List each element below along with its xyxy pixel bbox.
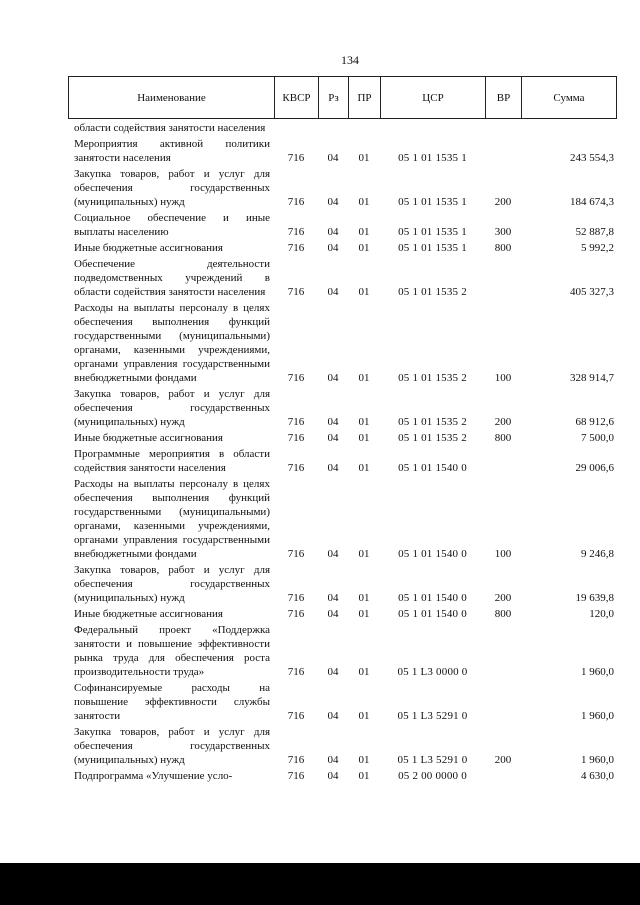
cell-name: Иные бюджетные ассигнования bbox=[74, 242, 223, 254]
cell-name: Расходы на выплаты персоналу в целях обеспечения выполнения функций государственными (муниципальными) органами, казенными учреждениями, органами управления государственными внебюджетными фондами bbox=[74, 302, 270, 384]
cell-csr: 05 1 01 1540 0 bbox=[398, 462, 467, 474]
cell-kvsr: 716 bbox=[287, 226, 305, 238]
cell-kvsr: 716 bbox=[287, 592, 305, 604]
header-kvsr: КВСР bbox=[275, 77, 319, 119]
cell-sum: 52 887,8 bbox=[575, 226, 614, 238]
table-row bbox=[68, 681, 616, 725]
cell-csr: 05 1 01 1540 0 bbox=[398, 608, 467, 620]
cell-vr: 200 bbox=[494, 196, 512, 208]
cell-csr: 05 1 01 1540 0 bbox=[398, 592, 467, 604]
table-row bbox=[68, 431, 616, 447]
cell-kvsr: 716 bbox=[287, 770, 305, 782]
cell-csr: 05 1 01 1535 1 bbox=[398, 242, 467, 254]
table-row bbox=[68, 477, 616, 563]
header-sum: Сумма bbox=[522, 77, 617, 119]
table-row bbox=[68, 725, 616, 769]
cell-sum: 1 960,0 bbox=[581, 710, 614, 722]
cell-csr: 05 1 L3 5291 0 bbox=[397, 710, 468, 722]
cell-kvsr: 716 bbox=[287, 754, 305, 766]
cell-pr: 01 bbox=[358, 152, 370, 164]
cell-kvsr: 716 bbox=[287, 152, 305, 164]
cell-name: Иные бюджетные ассигнования bbox=[74, 432, 223, 444]
cell-name: Социальное обеспечение и иные выплаты населению bbox=[74, 212, 270, 238]
cell-csr: 05 1 01 1535 2 bbox=[398, 372, 467, 384]
header-rz: Рз bbox=[319, 77, 349, 119]
cell-csr: 05 1 L3 0000 0 bbox=[397, 666, 468, 678]
cell-sum: 29 006,6 bbox=[575, 462, 614, 474]
cell-pr: 01 bbox=[358, 548, 370, 560]
cell-pr: 01 bbox=[358, 754, 370, 766]
cell-csr: 05 1 01 1535 2 bbox=[398, 416, 467, 428]
cell-sum: 4 630,0 bbox=[581, 770, 614, 782]
cell-rz: 04 bbox=[327, 462, 339, 474]
cell-vr bbox=[485, 121, 521, 137]
cell-rz: 04 bbox=[327, 196, 339, 208]
cell-kvsr: 716 bbox=[287, 196, 305, 208]
header-pr: ПР bbox=[349, 77, 381, 119]
cell-rz: 04 bbox=[327, 754, 339, 766]
cell-name: Софинансируемые расходы на повышение эффективности службы занятости bbox=[74, 682, 270, 722]
cell-pr: 01 bbox=[358, 666, 370, 678]
cell-sum: 7 500,0 bbox=[581, 432, 614, 444]
cell-csr bbox=[380, 121, 485, 137]
cell-csr: 05 1 L3 5291 0 bbox=[397, 754, 468, 766]
cell-vr: 100 bbox=[494, 548, 512, 560]
cell-vr: 200 bbox=[494, 416, 512, 428]
cell-vr: 200 bbox=[494, 592, 512, 604]
cell-name: Закупка товаров, работ и услуг для обеспечения государственных (муниципальных) нужд bbox=[74, 726, 270, 766]
cell-vr bbox=[485, 681, 521, 725]
table-row bbox=[68, 257, 616, 301]
cell-pr: 01 bbox=[358, 242, 370, 254]
cell-csr: 05 1 01 1535 2 bbox=[398, 286, 467, 298]
table-row bbox=[68, 167, 616, 211]
cell-name: Закупка товаров, работ и услуг для обеспечения государственных (муниципальных) нужд bbox=[74, 564, 270, 604]
cell-vr: 800 bbox=[494, 242, 512, 254]
cell-kvsr bbox=[274, 121, 318, 137]
cell-kvsr: 716 bbox=[287, 710, 305, 722]
cell-vr bbox=[485, 623, 521, 681]
cell-pr: 01 bbox=[358, 286, 370, 298]
scan-bottom-border bbox=[0, 863, 640, 905]
cell-sum: 1 960,0 bbox=[581, 754, 614, 766]
table-row bbox=[68, 447, 616, 477]
table-row bbox=[68, 137, 616, 167]
cell-sum: 1 960,0 bbox=[581, 666, 614, 678]
cell-vr: 800 bbox=[494, 608, 512, 620]
cell-kvsr: 716 bbox=[287, 372, 305, 384]
cell-rz: 04 bbox=[327, 242, 339, 254]
cell-sum: 9 246,8 bbox=[581, 548, 614, 560]
cell-vr: 200 bbox=[494, 754, 512, 766]
cell-sum bbox=[521, 121, 616, 137]
cell-name: области содействия занятости населения bbox=[74, 122, 266, 134]
cell-rz: 04 bbox=[327, 152, 339, 164]
cell-name: Федеральный проект «Поддержка занятости и повышение эффективности рынка труда для обеспечения роста производительности труда» bbox=[74, 624, 270, 678]
table-header bbox=[68, 76, 617, 119]
cell-rz bbox=[318, 121, 348, 137]
cell-pr: 01 bbox=[358, 770, 370, 782]
cell-rz: 04 bbox=[327, 770, 339, 782]
cell-rz: 04 bbox=[327, 416, 339, 428]
cell-name: Мероприятия активной политики занятости населения bbox=[74, 138, 270, 164]
cell-pr: 01 bbox=[358, 372, 370, 384]
cell-kvsr: 716 bbox=[287, 548, 305, 560]
cell-kvsr: 716 bbox=[287, 416, 305, 428]
cell-csr: 05 2 00 0000 0 bbox=[398, 770, 467, 782]
cell-kvsr: 716 bbox=[287, 432, 305, 444]
cell-pr: 01 bbox=[358, 432, 370, 444]
cell-name: Программные мероприятия в области содействия занятости населения bbox=[74, 448, 270, 474]
table-row bbox=[68, 121, 616, 137]
cell-sum: 328 914,7 bbox=[570, 372, 614, 384]
cell-pr: 01 bbox=[358, 592, 370, 604]
cell-vr bbox=[485, 257, 521, 301]
cell-sum: 405 327,3 bbox=[570, 286, 614, 298]
cell-kvsr: 716 bbox=[287, 286, 305, 298]
cell-sum: 120,0 bbox=[589, 608, 614, 620]
cell-sum: 68 912,6 bbox=[575, 416, 614, 428]
cell-rz: 04 bbox=[327, 226, 339, 238]
table-row bbox=[68, 607, 616, 623]
cell-pr: 01 bbox=[358, 710, 370, 722]
table-row bbox=[68, 387, 616, 431]
header-vr: ВР bbox=[486, 77, 522, 119]
cell-pr bbox=[348, 121, 380, 137]
cell-rz: 04 bbox=[327, 666, 339, 678]
cell-name: Обеспечение деятельности подведомственных учреждений в области содействия занятости населения bbox=[74, 258, 270, 298]
cell-rz: 04 bbox=[327, 372, 339, 384]
cell-rz: 04 bbox=[327, 286, 339, 298]
table-row bbox=[68, 623, 616, 681]
cell-name: Закупка товаров, работ и услуг для обеспечения государственных (муниципальных) нужд bbox=[74, 388, 270, 428]
table-row bbox=[68, 301, 616, 387]
table-row bbox=[68, 563, 616, 607]
cell-name: Иные бюджетные ассигнования bbox=[74, 608, 223, 620]
cell-pr: 01 bbox=[358, 196, 370, 208]
cell-sum: 184 674,3 bbox=[570, 196, 614, 208]
cell-name: Расходы на выплаты персоналу в целях обеспечения выполнения функций государственными (муниципальными) органами, казенными учреждениями, органами управления государственными внебюджетными фондами bbox=[74, 478, 270, 560]
table-row bbox=[68, 241, 616, 257]
cell-vr: 300 bbox=[494, 226, 512, 238]
cell-rz: 04 bbox=[327, 592, 339, 604]
cell-kvsr: 716 bbox=[287, 608, 305, 620]
cell-csr: 05 1 01 1535 1 bbox=[398, 152, 467, 164]
cell-csr: 05 1 01 1535 2 bbox=[398, 432, 467, 444]
cell-pr: 01 bbox=[358, 462, 370, 474]
cell-rz: 04 bbox=[327, 548, 339, 560]
header-csr: ЦСР bbox=[381, 77, 486, 119]
header-name: Наименование bbox=[69, 77, 275, 119]
cell-vr: 800 bbox=[494, 432, 512, 444]
table-row bbox=[68, 211, 616, 241]
cell-vr bbox=[485, 137, 521, 167]
cell-vr bbox=[485, 447, 521, 477]
cell-csr: 05 1 01 1535 1 bbox=[398, 226, 467, 238]
cell-name: Закупка товаров, работ и услуг для обеспечения государственных (муниципальных) нужд bbox=[74, 168, 270, 208]
page-number: 134 bbox=[341, 53, 359, 67]
cell-name: Подпрограмма «Улучшение усло- bbox=[74, 770, 233, 782]
cell-sum: 5 992,2 bbox=[581, 242, 614, 254]
cell-vr: 100 bbox=[494, 372, 512, 384]
cell-rz: 04 bbox=[327, 608, 339, 620]
cell-pr: 01 bbox=[358, 416, 370, 428]
cell-sum: 19 639,8 bbox=[575, 592, 614, 604]
cell-sum: 243 554,3 bbox=[570, 152, 614, 164]
cell-kvsr: 716 bbox=[287, 666, 305, 678]
table-row bbox=[68, 769, 616, 785]
cell-kvsr: 716 bbox=[287, 462, 305, 474]
budget-table bbox=[68, 121, 616, 785]
cell-csr: 05 1 01 1540 0 bbox=[398, 548, 467, 560]
cell-pr: 01 bbox=[358, 608, 370, 620]
cell-rz: 04 bbox=[327, 710, 339, 722]
cell-csr: 05 1 01 1535 1 bbox=[398, 196, 467, 208]
cell-vr bbox=[485, 769, 521, 785]
cell-rz: 04 bbox=[327, 432, 339, 444]
cell-kvsr: 716 bbox=[287, 242, 305, 254]
cell-pr: 01 bbox=[358, 226, 370, 238]
